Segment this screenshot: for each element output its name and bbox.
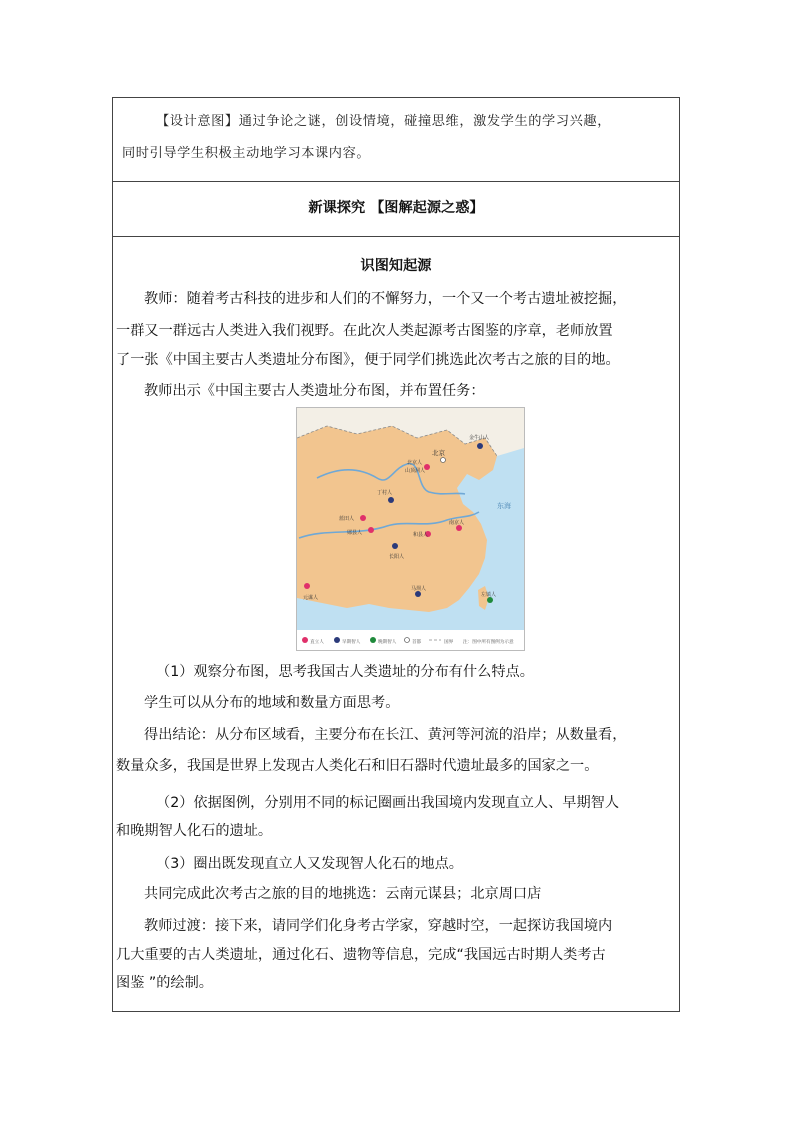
lesson-table [112,97,680,1012]
map-label-zhoukoudian: 北京人 [407,460,423,466]
legend-swatch-erectus [302,637,308,643]
question-2: （2）依据图例，分别用不同的标记圈画出我国境内发现直立人、早期智人 [156,795,620,811]
capital-marker [441,458,446,463]
legend-item: 晚期智人 [378,640,397,645]
section-header-cell [113,182,679,237]
legend-item: 早期智人 [342,640,361,645]
map-label-hexian: 和县人 [413,532,429,538]
site-marker [304,583,310,589]
site-marker [477,443,483,449]
paragraph-line: 和晚期智人化石的遗址。 [116,823,273,839]
site-marker [392,543,398,549]
paragraph-line: 了一张《中国主要古人类遗址分布图》，便于同学们挑选此次考古之旅的目的地。 [116,352,620,368]
map-label-dingcun: 丁村人 [377,490,393,496]
map-label-nanjing: 南京人 [449,520,465,526]
paragraph-line: 教师出示《中国主要古人类遗址分布图，并布置任务： [144,383,485,399]
paragraph-line: 教师：随着考古科技的进步和人们的不懈努力，一个又一个考古遗址被挖掘， [144,291,627,307]
map-label-yuanmou: 元谋人 [303,595,319,601]
design-intent-line-2: 同时引导学生积极主动地学习本课内容。 [122,146,371,161]
paragraph-line: 得出结论：从分布区域看，主要分布在长江、黄河等河流的沿岸；从数量看， [144,727,627,743]
paragraph-line: 教师过渡：接下来，请同学们化身考古学家，穿越时空，一起探访我国境内 [144,918,613,934]
map-label-sea: 东海 [497,502,511,510]
site-distribution-map [296,407,525,651]
legend-item: 直立人 [310,640,324,645]
china-land [297,426,497,612]
map-label-jinniushan: 金牛山人 [469,435,490,441]
design-intent-line-1: 【设计意图】通过争论之谜，创设情境，碰撞思维，激发学生的学习兴趣， [156,114,611,129]
paragraph-line: 共同完成此次考古之旅的目的地挑选：云南元谋县；北京周口店 [144,886,542,902]
content-cell [113,237,679,1011]
question-1: （1）观察分布图，思考我国古人类遗址的分布有什么特点。 [156,664,534,680]
site-marker [360,515,366,521]
paragraph-line: 图鉴 ”的绘制。 [116,975,213,991]
paragraph-line: 学生可以从分布的地域和数量方面思考。 [144,695,400,711]
map-label-shandingdong: 山顶洞人 [405,468,426,474]
map-label-yunxian: 郧县人 [347,530,363,536]
site-marker [388,497,394,503]
legend-item: 首都 [412,640,422,645]
map-label-mabaren: 马坝人 [411,586,427,592]
question-3: （3）圈出既发现直立人又发现智人化石的地点。 [156,856,463,872]
legend-note: 注：图中所有图例为示意 [463,640,514,645]
subheading: 识图知起源 [360,258,432,274]
paragraph-line: 数量众多，我国是世界上发现古人类化石和旧石器时代遗址最多的国家之一。 [116,758,599,774]
section-header: 新课探究 【图解起源之惑】 [308,200,484,216]
legend-item: 国界 [444,640,454,645]
paragraph-line: 几大重要的古人类遗址，通过化石、遗物等信息，完成“我国远古时期人类考古 [116,947,606,963]
design-intent-cell [113,98,679,182]
map-label-beijing: 北京 [432,449,445,457]
map-label-zuozhen: 左镇人 [481,592,497,598]
site-marker [368,527,374,533]
legend-swatch-late [370,637,376,643]
legend-swatch-early [334,637,340,643]
map-label-changyang: 长阳人 [389,554,405,560]
paragraph-line: 一群又一群远古人类进入我们视野。在此次人类起源考古图鉴的序章，老师放置 [116,323,613,339]
legend-swatch-capital [405,638,410,643]
map-label-lantian: 蓝田人 [339,516,355,522]
